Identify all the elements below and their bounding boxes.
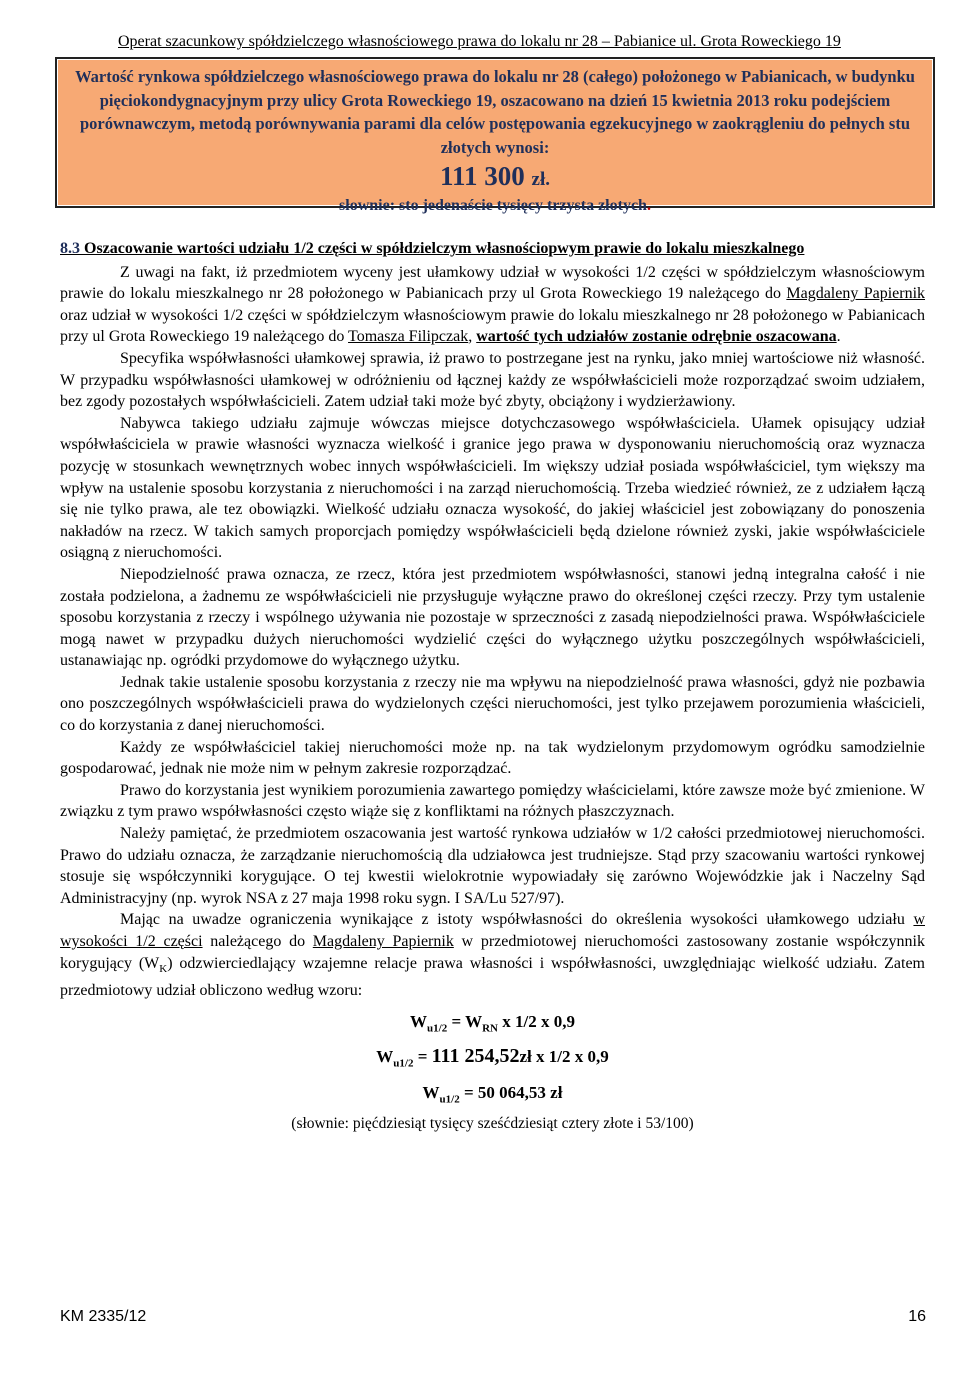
p1-emphasis: wartość tych udziałów zostanie odrębnie oszacowana [476,328,837,346]
f1-eq: = W [447,1011,483,1031]
document-header: Operat szacunkowy spółdzielczego własnościowego prawa do lokalu nr 28 – Pabianice ul. Grota Roweckiego 19 [118,33,841,50]
amount-unit: zł. [531,169,550,190]
paragraph-4: Niepodzielność prawa oznacza, ze rzecz, która jest przedmiotem współwłasności, stanowi jedną integralna całość i nie została podzielona, a żadnemu ze współwłaścicieli nie przysługuje wyłączne prawo do określonej części rzeczy. Przy tym ustalenie sposobu korzystania z rzeczy i wspólnego używania nie pozostaje w sprzeczności z zasadą niepodzielności prawa. Współwłaściciele mogą nawet w przypadku dużych nieruchomości wydzielić części do wyłącznego użytku poszczególnych współwłaścicieli, ustanawiając np. ogródki przydomowe do wyłącznego użytku. [60,565,925,670]
formula-2 [60,1042,925,1078]
f1-sub2: RN [482,1022,498,1035]
paragraph-8: Należy pamiętać, że przedmiotem oszacowania jest wartość rynkowa udziałów w 1/2 całości przedmiotowej nieruchomości. Prawo do udziału oznacza, że zarządzanie nieruchomością dla udziałowca jest trudniejsze. Stąd przy szacowaniu wartości rynkowej stosuje się współczynniki korygujące. O tej kwestii wielokrotnie wypowiadały się zarówno Wojewódzkie jak i Naczelny Sąd Administracyjny (np. wyrok NSA z 27 maja 1998 roku sygn. I SA/Lu 527/97). [60,825,925,907]
paragraph-9 [60,909,925,1002]
paragraph-2: Specyfika współwłasności ułamkowej sprawia, iż prawo to postrzegane jest na rynku, jako mniej wartościowe niż własność. W przypadku współwłasności ułamkowej w odróżnieniu od łącznej każdy ze współwłaścicieli może rozporządzać swoim udziałem, bez zgody pozostałych współwłaścicieli. Zatem udział taki może być zbyty, obciążony i wydzierżawiony. [60,349,925,411]
p9-text-d: ) odzwierciedlający wzajemne relacje prawa własności i współwłasności, uwzględniając wielkość udziału. Zatem przedmiotowy udział obliczono według wzoru: [60,954,926,1000]
f2-sub: u1/2 [393,1057,414,1070]
f2-rest: zł x 1/2 x 0,9 [519,1047,609,1067]
p9-text-a: Mając na uwadze ograniczenia wynikające z istoty współwłasności do określenia wysokości ułamkowego udziału [120,911,914,929]
owner-name-2: Tomasza Filipczak [348,328,469,346]
footer-case-number: KM 2335/12 [60,1308,147,1325]
owner-name-1: Magdaleny Papiernik [786,285,926,303]
paragraph-6: Każdy ze współwłaściciel takiej nieruchomości może np. na tak wydzielonym przydomowym ogródku samodzielnie gospodarować, jednak nie może nim w pełnym zakresie rozporządzać. [60,738,925,778]
f1-symbol: W [410,1011,428,1031]
paragraph-3: Nabywca takiego udziału zajmuje wówczas miejsce dotychczasowego współwłaściciela. Ułamek opisujący udział współwłaściciela w prawie własności wyznacza wielkość i granice jego prawa w dysponowaniu nieruchomością oraz wyznacza pozycję w stosunkach wewnętrznych wobec innych współwłaścicieli. Im większy udział posiada współwłaściciel, tym większy ma wpływ na ustalenie sposobu korzystania z nieruchomości i na zarząd nieruchomością. Trzeba wiedzieć również, ze z udziałem łączą się nie tylko prawa, ale tez obowiązki. Wielkość udziału oznacza wysokość, do jakiej właściciel jest zobowiązany do ponoszenia nakładów na rzecz. W takich samych proporcjach pomiędzy współwłaścicieli będą dzielone również zyski, jakie współwłaściciele osiągną z nieruchomości. [60,414,925,562]
section-title: Oszacowanie wartości udziału 1/2 części w spółdzielczym własnościopwym prawie do lokalu mieszkalnego [80,240,805,257]
document-body [60,238,925,1135]
p9-share-underlined: w wysokości 1/2 części [60,911,925,950]
f1-sub: u1/2 [427,1022,448,1035]
p1-text-d: . [836,328,841,346]
amount-words-dot: . [646,197,651,214]
valuation-summary-box [55,57,935,214]
formula-in-words: (słownie: pięćdziesiąt tysięcy sześćdziesiąt cztery złote i 53/100) [291,1115,694,1133]
paragraph-1 [60,262,925,348]
f3-sub: u1/2 [439,1093,460,1106]
formula-3 [60,1079,925,1113]
f2-symbol: W [376,1047,394,1067]
paragraph-7: Prawo do korzystania jest wynikiem porozumienia zawartego pomiędzy właścicielami, które zawsze może być zmienione. W związku z tym prawo współwłasności często wiąże się z konfliktami na różnych płaszczyznach. [60,781,925,821]
p1-text-c: , [468,328,477,346]
page-number: 16 [908,1308,926,1325]
p1-text-a: Z uwagi na fakt, iż przedmiotem wyceny jest ułamkowy udział w wysokości 1/2 części w spółdzielczym własnościowym prawie do lokalu mieszkalnego nr 28 położonego w Pabianicach przy ul Grota Roweckiego 19 należącego do [60,263,925,303]
valuation-amount [67,161,923,195]
p9-subscript: K [159,962,168,975]
f2-eq: = [413,1047,432,1067]
formula-1 [60,1008,925,1042]
paragraph-5: Jednak takie ustalenie sposobu korzystania z rzeczy nie ma wpływu na niepodzielność prawa własności, gdyż nie pozbawia ono poszczególnych współwłaścicieli prawa do wydzielonych części nieruchomości, jest tylko przejawem porozumienia właścicieli, co do korzystania z danej nieruchomości. [60,673,925,735]
p9-owner-name: Magdaleny Papiernik [312,933,454,950]
formula-block [60,1008,925,1135]
p9-text-b: należącego do [202,933,313,950]
valuation-summary-text: Wartość rynkowa spółdzielczego własnościowego prawa do lokalu nr 28 (całego) położonego w Pabianicach, w budynku pięciokondygnacyjnym przy ulicy Grota Roweckiego 19, oszacowano na dzień 15 kwietnia 2013 roku podejściem porównawczym, metodą porównywania parami dla celów postępowania egzekucyjnego w zaokrągleniu do pełnych stu złotych wynosi: [75,67,915,157]
f1-rest: x 1/2 x 0,9 [497,1011,575,1031]
section-number: 8.3 [60,240,80,257]
f3-rest: = 50 064,53 zł [459,1082,563,1102]
f3-symbol: W [422,1082,440,1102]
p1-text-b: oraz udział w wysokości 1/2 części w spółdzielczym własnościowym prawie do lokalu mieszkalnego nr 28 położonego w Pabianicach przy ul Grota Roweckiego 19 należącego do [60,306,925,346]
amount-words-text: słownie: sto jedenaście tysięcy trzysta złotych [339,197,647,214]
f2-value: 111 254,52 [431,1045,520,1068]
amount-in-words [67,195,923,217]
section-heading [60,238,925,260]
p9-text-c: w przedmiotowej nieruchomości zastosowany zostanie współczynnik korygujący (W [60,933,925,972]
amount-value: 111 300 [440,161,525,191]
